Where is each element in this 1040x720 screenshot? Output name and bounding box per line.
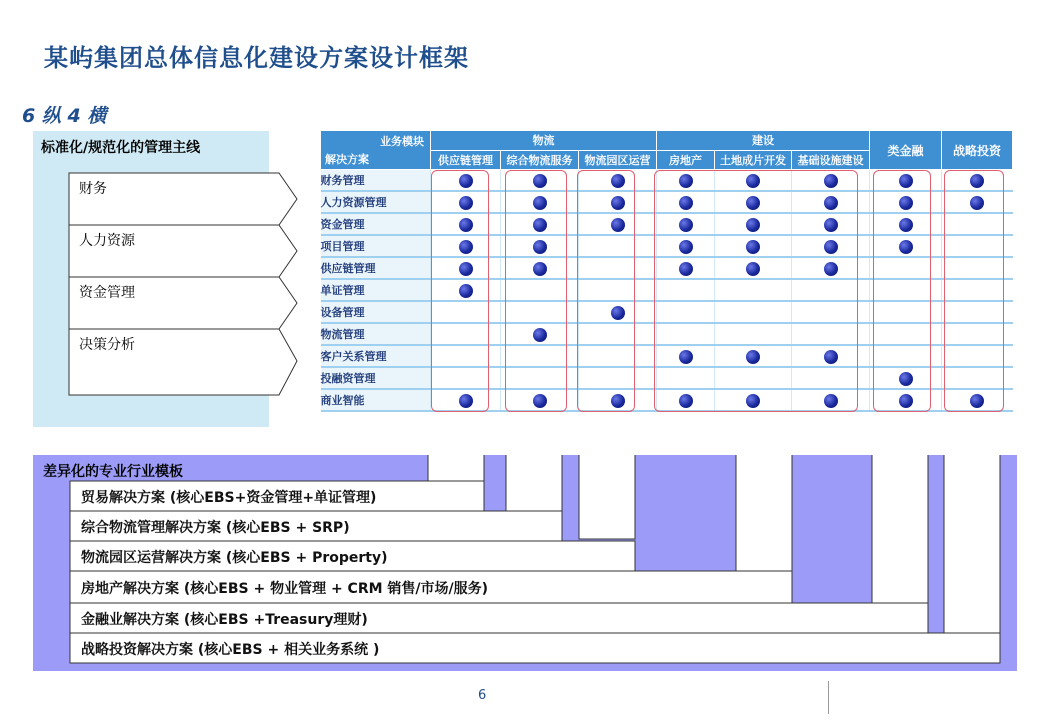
mainline-panel xyxy=(33,131,269,427)
matrix-cell xyxy=(715,367,792,389)
matrix-cell xyxy=(431,389,501,411)
matrix-cell xyxy=(870,367,942,389)
coverage-dot-icon xyxy=(746,218,760,232)
matrix-cell xyxy=(870,191,942,213)
coverage-dot-icon xyxy=(679,350,693,364)
matrix-cell xyxy=(870,389,942,411)
coverage-dot-icon xyxy=(679,240,693,254)
coverage-dot-icon xyxy=(459,240,473,254)
matrix-cell xyxy=(657,345,715,367)
matrix-cell xyxy=(942,279,1013,301)
matrix-cell xyxy=(870,345,942,367)
coverage-dot-icon xyxy=(611,218,625,232)
template-item: 物流园区运营解决方案 (核心EBS + Property) xyxy=(81,550,388,566)
matrix-cell xyxy=(431,345,501,367)
coverage-dot-icon xyxy=(746,262,760,276)
matrix-cell xyxy=(870,301,942,323)
matrix-cell xyxy=(579,170,657,192)
templates-panel xyxy=(33,455,1017,671)
matrix-cell xyxy=(431,279,501,301)
coverage-dot-icon xyxy=(459,218,473,232)
coverage-dot-icon xyxy=(533,174,547,188)
matrix-cell xyxy=(579,235,657,257)
coverage-dot-icon xyxy=(533,394,547,408)
coverage-dot-icon xyxy=(824,350,838,364)
matrix-cell xyxy=(942,257,1013,279)
matrix-cell xyxy=(501,235,579,257)
column-header: 土地成片开发 xyxy=(715,150,792,170)
matrix-cell xyxy=(501,279,579,301)
coverage-dot-icon xyxy=(824,174,838,188)
matrix-cell xyxy=(870,213,942,235)
column-header: 供应链管理 xyxy=(431,150,501,170)
matrix-cell xyxy=(501,301,579,323)
coverage-dot-icon xyxy=(459,394,473,408)
coverage-dot-icon xyxy=(459,284,473,298)
mainline-item-finance: 财务 xyxy=(79,181,107,197)
template-item: 战略投资解决方案 (核心EBS + 相关业务系统 ) xyxy=(81,642,380,658)
matrix-cell xyxy=(431,367,501,389)
matrix-cell xyxy=(657,235,715,257)
matrix-cell xyxy=(501,170,579,192)
matrix-cell xyxy=(792,279,870,301)
matrix-cell xyxy=(792,257,870,279)
page-number: 6 xyxy=(478,688,487,703)
matrix-row xyxy=(321,345,1013,367)
matrix-cell xyxy=(715,213,792,235)
matrix-cell xyxy=(870,235,942,257)
matrix-cell xyxy=(431,191,501,213)
coverage-dot-icon xyxy=(824,394,838,408)
coverage-dot-icon xyxy=(899,218,913,232)
matrix-cell xyxy=(792,301,870,323)
matrix-cell xyxy=(870,170,942,192)
footer-divider xyxy=(828,681,829,714)
coverage-dot-icon xyxy=(899,174,913,188)
matrix-row-label: 设备管理 xyxy=(321,301,431,323)
matrix-cell xyxy=(501,191,579,213)
matrix-cell xyxy=(657,367,715,389)
coverage-dot-icon xyxy=(533,218,547,232)
matrix-cell xyxy=(715,301,792,323)
coverage-dot-icon xyxy=(533,328,547,342)
matrix-cell xyxy=(431,323,501,345)
coverage-dot-icon xyxy=(970,196,984,210)
coverage-dot-icon xyxy=(824,218,838,232)
corner-top-label: 业务模块 xyxy=(380,135,424,148)
matrix-cell xyxy=(792,389,870,411)
matrix-cell xyxy=(657,257,715,279)
coverage-dot-icon xyxy=(824,196,838,210)
matrix-cell xyxy=(657,170,715,192)
coverage-dot-icon xyxy=(533,196,547,210)
matrix-cell xyxy=(431,213,501,235)
coverage-dot-icon xyxy=(459,174,473,188)
templates-title: 差异化的专业行业模板 xyxy=(43,464,183,480)
matrix-cell xyxy=(657,213,715,235)
matrix-cell xyxy=(942,323,1013,345)
mainline-item-treasury: 资金管理 xyxy=(79,285,135,301)
column-header: 房地产 xyxy=(657,150,715,170)
matrix-row-label: 项目管理 xyxy=(321,235,431,257)
coverage-dot-icon xyxy=(611,196,625,210)
matrix-row-label: 财务管理 xyxy=(321,170,431,192)
matrix-cell xyxy=(579,213,657,235)
matrix-cell xyxy=(579,301,657,323)
matrix-row-label: 供应链管理 xyxy=(321,257,431,279)
matrix-body xyxy=(321,170,1013,412)
page-subtitle: 6 纵 4 横 xyxy=(22,105,107,127)
matrix-cell xyxy=(657,301,715,323)
matrix-cell xyxy=(501,367,579,389)
coverage-dot-icon xyxy=(459,262,473,276)
coverage-dot-icon xyxy=(679,174,693,188)
matrix-cell xyxy=(715,345,792,367)
group-header-construction: 建设 xyxy=(657,131,870,151)
template-item: 综合物流管理解决方案 (核心EBS + SRP) xyxy=(81,520,350,536)
column-header: 物流园区运营 xyxy=(579,150,657,170)
coverage-dot-icon xyxy=(970,174,984,188)
coverage-dot-icon xyxy=(679,262,693,276)
page-title: 某屿集团总体信息化建设方案设计框架 xyxy=(44,44,469,72)
matrix-cell xyxy=(942,367,1013,389)
coverage-dot-icon xyxy=(899,196,913,210)
coverage-dot-icon xyxy=(459,196,473,210)
matrix-row xyxy=(321,279,1013,301)
matrix-row xyxy=(321,257,1013,279)
matrix-cell xyxy=(579,323,657,345)
coverage-dot-icon xyxy=(746,196,760,210)
group-header-investment: 战略投资 xyxy=(942,131,1013,170)
matrix-cell xyxy=(870,257,942,279)
column-header: 综合物流服务 xyxy=(501,150,579,170)
matrix-cell xyxy=(715,170,792,192)
mainline-item-hr: 人力资源 xyxy=(79,233,135,249)
coverage-dot-icon xyxy=(746,174,760,188)
coverage-dot-icon xyxy=(824,240,838,254)
matrix-cell xyxy=(942,389,1013,411)
solution-matrix xyxy=(320,130,1012,408)
matrix-cell xyxy=(792,170,870,192)
matrix-cell xyxy=(792,191,870,213)
matrix-cell xyxy=(870,323,942,345)
matrix-corner xyxy=(321,131,431,170)
matrix-row xyxy=(321,235,1013,257)
matrix-cell xyxy=(942,235,1013,257)
matrix-cell xyxy=(501,323,579,345)
coverage-dot-icon xyxy=(679,196,693,210)
matrix-row xyxy=(321,170,1013,192)
matrix-cell xyxy=(657,191,715,213)
coverage-dot-icon xyxy=(611,394,625,408)
matrix-row xyxy=(321,323,1013,345)
matrix-cell xyxy=(715,389,792,411)
matrix-cell xyxy=(657,323,715,345)
coverage-dot-icon xyxy=(746,240,760,254)
matrix-cell xyxy=(870,279,942,301)
matrix-cell xyxy=(792,323,870,345)
matrix-cell xyxy=(792,345,870,367)
coverage-dot-icon xyxy=(611,306,625,320)
matrix-cell xyxy=(579,279,657,301)
group-header-finance: 类金融 xyxy=(870,131,942,170)
coverage-dot-icon xyxy=(679,218,693,232)
matrix-row-label: 客户关系管理 xyxy=(321,345,431,367)
coverage-dot-icon xyxy=(533,262,547,276)
matrix-cell xyxy=(579,367,657,389)
matrix-cell xyxy=(431,257,501,279)
coverage-dot-icon xyxy=(746,350,760,364)
mainline-item-decision: 决策分析 xyxy=(79,337,135,353)
matrix-cell xyxy=(715,235,792,257)
matrix-row-label: 单证管理 xyxy=(321,279,431,301)
matrix-row xyxy=(321,191,1013,213)
matrix-cell xyxy=(579,389,657,411)
mainline-arrows xyxy=(33,131,303,431)
matrix-cell xyxy=(657,389,715,411)
matrix-cell xyxy=(792,367,870,389)
coverage-dot-icon xyxy=(679,394,693,408)
matrix-cell xyxy=(942,191,1013,213)
template-pillar xyxy=(944,455,1000,663)
matrix-cell xyxy=(715,191,792,213)
matrix-row xyxy=(321,213,1013,235)
matrix-row-label: 物流管理 xyxy=(321,323,431,345)
coverage-dot-icon xyxy=(824,262,838,276)
matrix-cell xyxy=(942,345,1013,367)
matrix-cell xyxy=(431,301,501,323)
matrix-cell xyxy=(501,213,579,235)
coverage-dot-icon xyxy=(611,174,625,188)
template-pillar xyxy=(579,455,635,539)
corner-bottom-label: 解决方案 xyxy=(325,153,369,166)
matrix-cell xyxy=(431,235,501,257)
matrix-cell xyxy=(579,257,657,279)
matrix-row-label: 商业智能 xyxy=(321,389,431,411)
matrix-cell xyxy=(501,389,579,411)
matrix-cell xyxy=(501,345,579,367)
matrix-row-label: 资金管理 xyxy=(321,213,431,235)
matrix-cell xyxy=(792,235,870,257)
template-item: 金融业解决方案 (核心EBS +Treasury理财) xyxy=(81,612,368,628)
matrix-cell xyxy=(715,323,792,345)
column-header: 基础设施建设 xyxy=(792,150,870,170)
template-pillar xyxy=(506,455,562,516)
matrix-row xyxy=(321,301,1013,323)
coverage-dot-icon xyxy=(899,372,913,386)
coverage-dot-icon xyxy=(899,240,913,254)
mainline-title: 标准化/规范化的管理主线 xyxy=(41,140,201,156)
matrix-row xyxy=(321,389,1013,411)
matrix-cell xyxy=(657,279,715,301)
matrix-cell xyxy=(715,279,792,301)
matrix-cell xyxy=(792,213,870,235)
matrix-row-label: 投融资管理 xyxy=(321,367,431,389)
matrix-cell xyxy=(579,345,657,367)
matrix-cell xyxy=(942,301,1013,323)
coverage-dot-icon xyxy=(533,240,547,254)
matrix-cell xyxy=(579,191,657,213)
group-header-logistics: 物流 xyxy=(431,131,657,151)
matrix-cell xyxy=(431,170,501,192)
template-item: 贸易解决方案 (核心EBS+资金管理+单证管理) xyxy=(81,490,377,506)
coverage-dot-icon xyxy=(899,394,913,408)
matrix-cell xyxy=(715,257,792,279)
matrix-cell xyxy=(942,170,1013,192)
matrix-cell xyxy=(942,213,1013,235)
matrix-row-label: 人力资源管理 xyxy=(321,191,431,213)
matrix-cell xyxy=(501,257,579,279)
coverage-dot-icon xyxy=(746,394,760,408)
matrix-row xyxy=(321,367,1013,389)
coverage-dot-icon xyxy=(970,394,984,408)
template-item: 房地产解决方案 (核心EBS + 物业管理 + CRM 销售/市场/服务) xyxy=(81,581,489,597)
